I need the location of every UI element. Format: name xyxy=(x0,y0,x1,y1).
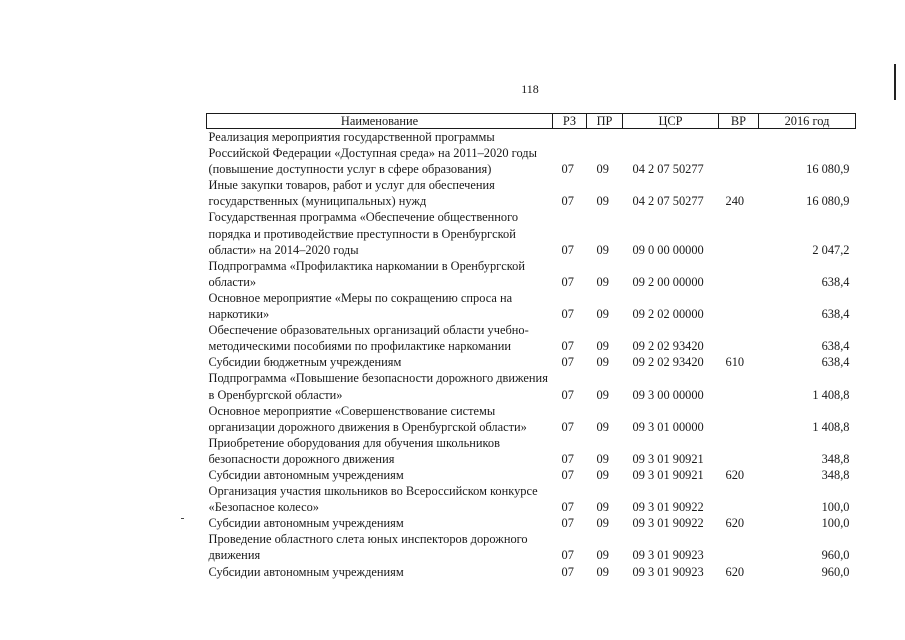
cell-vr xyxy=(719,258,759,290)
cell-rz: 07 xyxy=(561,274,574,289)
cell-vr xyxy=(719,290,759,322)
cell-rz: 07 xyxy=(561,451,574,466)
cell-csr: 09 3 01 90923 xyxy=(632,564,704,579)
cell-name: Приобретение оборудования для обучения школьников безопасности дорожного движения xyxy=(208,435,500,466)
header-vr: ВР xyxy=(719,114,759,129)
cell-rz: 07 xyxy=(561,307,574,322)
cell-pr: 09 xyxy=(596,339,609,354)
budget-table xyxy=(206,113,856,580)
cell-name: Субсидии автономным учреждениям xyxy=(208,467,404,482)
cell-csr: 04 2 07 50277 xyxy=(632,162,704,177)
cell-csr: 09 3 00 00000 xyxy=(632,387,704,402)
cell-vr: 620 xyxy=(725,516,745,531)
table-row xyxy=(207,483,856,515)
scan-edge-mark xyxy=(894,64,896,100)
table-row xyxy=(207,564,856,580)
cell-sum: 348,8 xyxy=(821,467,850,482)
table-row xyxy=(207,177,856,209)
cell-sum: 638,4 xyxy=(821,274,850,289)
cell-name: Субсидии бюджетным учреждениям xyxy=(208,355,402,370)
cell-sum: 348,8 xyxy=(821,451,850,466)
scan-dot-mark xyxy=(181,518,184,519)
cell-sum: 638,4 xyxy=(821,307,850,322)
header-pr: ПР xyxy=(587,114,623,129)
table-row xyxy=(207,209,856,257)
cell-pr: 09 xyxy=(596,242,609,257)
cell-rz: 07 xyxy=(561,242,574,257)
header-csr: ЦСР xyxy=(623,114,719,129)
table-row xyxy=(207,129,856,178)
cell-pr: 09 xyxy=(596,548,609,563)
cell-name: Проведение областного слета юных инспекторов дорожного движения xyxy=(208,532,528,563)
cell-rz: 07 xyxy=(561,355,574,370)
cell-rz: 07 xyxy=(561,387,574,402)
table-row xyxy=(207,403,856,435)
cell-csr: 09 2 02 93420 xyxy=(632,355,704,370)
cell-name: Субсидии автономным учреждениям xyxy=(208,516,404,531)
cell-rz: 07 xyxy=(561,339,574,354)
cell-name: Государственная программа «Обеспечение общественного порядка и противодействие преступности в Оренбургской области» на 2014–2020 годы xyxy=(208,210,519,257)
cell-rz: 07 xyxy=(561,419,574,434)
table-row xyxy=(207,354,856,370)
cell-pr: 09 xyxy=(596,274,609,289)
table-row xyxy=(207,258,856,290)
cell-sum: 960,0 xyxy=(821,548,850,563)
cell-pr: 09 xyxy=(596,467,609,482)
cell-rz: 07 xyxy=(561,548,574,563)
table-row xyxy=(207,531,856,563)
cell-rz: 07 xyxy=(561,467,574,482)
table-row xyxy=(207,290,856,322)
cell-vr xyxy=(719,370,759,402)
header-rz: РЗ xyxy=(553,114,587,129)
table-row xyxy=(207,370,856,402)
cell-vr xyxy=(719,435,759,467)
cell-vr: 620 xyxy=(725,467,745,482)
cell-rz: 07 xyxy=(561,564,574,579)
table-row xyxy=(207,515,856,531)
cell-vr: 240 xyxy=(725,194,745,209)
cell-sum: 100,0 xyxy=(821,500,850,515)
table-row xyxy=(207,467,856,483)
cell-name: Иные закупки товаров, работ и услуг для обеспечения государственных (муниципальных) нужд xyxy=(208,178,495,209)
cell-csr: 09 3 01 90921 xyxy=(632,467,704,482)
cell-sum: 960,0 xyxy=(821,564,850,579)
cell-pr: 09 xyxy=(596,162,609,177)
cell-csr: 04 2 07 50277 xyxy=(632,194,704,209)
cell-csr: 09 2 02 00000 xyxy=(632,307,704,322)
cell-name: Подпрограмма «Повышение безопасности дорожного движения в Оренбургской области» xyxy=(208,371,548,402)
cell-csr: 09 3 01 90923 xyxy=(632,548,704,563)
cell-rz: 07 xyxy=(561,162,574,177)
table-row xyxy=(207,322,856,354)
cell-vr xyxy=(719,403,759,435)
cell-pr: 09 xyxy=(596,500,609,515)
cell-pr: 09 xyxy=(596,451,609,466)
cell-vr: 610 xyxy=(725,355,745,370)
cell-name: Организация участия школьников во Всероссийском конкурсе «Безопасное колесо» xyxy=(208,484,538,515)
cell-pr: 09 xyxy=(596,194,609,209)
cell-csr: 09 3 01 00000 xyxy=(632,419,704,434)
cell-name: Реализация мероприятия государственной программы Российской Федерации «Доступная среда» на 2011–2020 годы (повышение доступности услуг в сфере образования) xyxy=(208,130,537,177)
cell-csr: 09 2 02 93420 xyxy=(632,339,704,354)
cell-pr: 09 xyxy=(596,419,609,434)
cell-pr: 09 xyxy=(596,564,609,579)
header-name: Наименование xyxy=(207,114,553,129)
cell-pr: 09 xyxy=(596,307,609,322)
cell-name: Основное мероприятие «Меры по сокращению спроса на наркотики» xyxy=(208,290,513,322)
cell-sum: 638,4 xyxy=(821,339,850,354)
cell-csr: 09 3 01 90922 xyxy=(632,500,704,515)
cell-vr: 620 xyxy=(725,564,745,579)
cell-vr xyxy=(719,483,759,515)
cell-vr xyxy=(719,129,759,178)
header-sum: 2016 год xyxy=(759,114,856,129)
cell-name: Основное мероприятие «Совершенствование системы организации дорожного движения в Оренбургской области» xyxy=(208,403,527,434)
table-row xyxy=(207,435,856,467)
cell-sum: 16 080,9 xyxy=(806,194,850,209)
page-number: 118 xyxy=(521,82,539,96)
cell-csr: 09 3 01 90921 xyxy=(632,451,704,466)
cell-vr xyxy=(719,322,759,354)
cell-sum: 100,0 xyxy=(821,516,850,531)
cell-csr: 09 2 00 00000 xyxy=(632,274,704,289)
cell-pr: 09 xyxy=(596,516,609,531)
cell-csr: 09 3 01 90922 xyxy=(632,516,704,531)
cell-sum: 16 080,9 xyxy=(806,162,850,177)
cell-name: Обеспечение образовательных организаций области учебно-методическими пособиями по профилактике наркомании xyxy=(208,323,529,354)
cell-csr: 09 0 00 00000 xyxy=(632,242,704,257)
cell-rz: 07 xyxy=(561,516,574,531)
cell-name: Подпрограмма «Профилактика наркомании в Оренбургской области» xyxy=(208,258,525,289)
cell-pr: 09 xyxy=(596,387,609,402)
cell-sum: 1 408,8 xyxy=(812,419,850,434)
cell-sum: 2 047,2 xyxy=(812,242,850,257)
cell-rz: 07 xyxy=(561,500,574,515)
cell-vr xyxy=(719,209,759,257)
cell-sum: 638,4 xyxy=(821,355,850,370)
cell-pr: 09 xyxy=(596,355,609,370)
table-header-row xyxy=(207,114,856,129)
cell-vr xyxy=(719,531,759,563)
cell-rz: 07 xyxy=(561,194,574,209)
cell-name: Субсидии автономным учреждениям xyxy=(208,564,404,579)
cell-sum: 1 408,8 xyxy=(812,387,850,402)
